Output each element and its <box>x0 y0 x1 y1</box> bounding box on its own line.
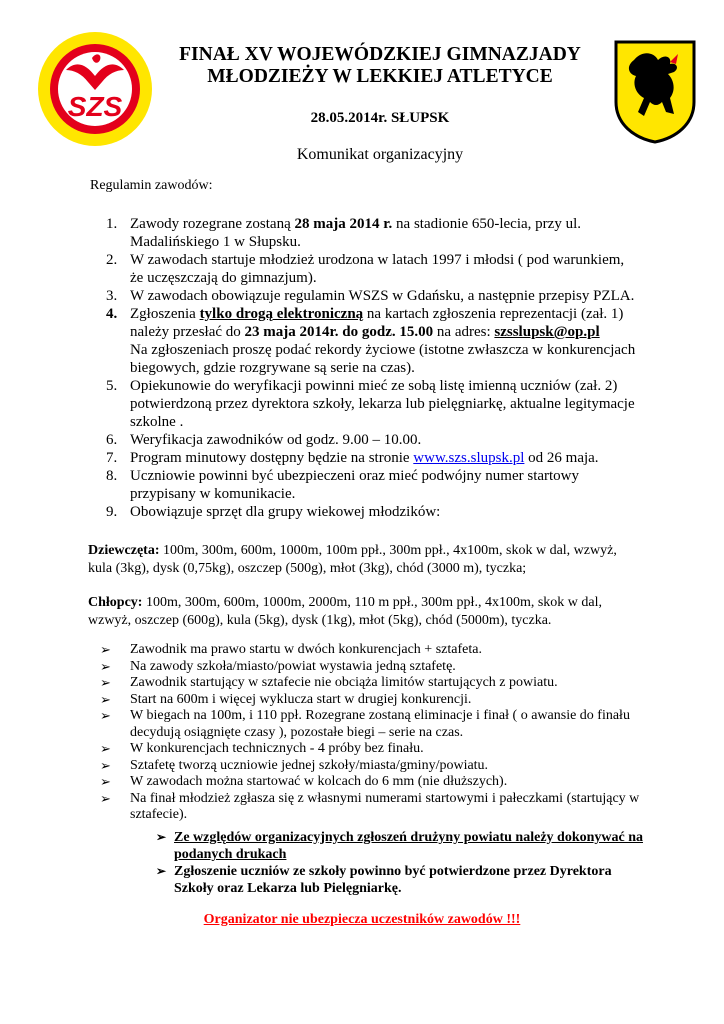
note-item: ➢ Na zawody szkoła/miasto/powiat wystawia jedną sztafetę. <box>100 658 456 674</box>
note-item: ➢ Sztafetę tworzą uczniowie jednej szkoły/miasta/gminy/powiatu. <box>100 757 489 773</box>
date-place: 28.05.2014r. SŁUPSK <box>310 110 450 126</box>
rule-2: 2. W zawodach startuje młodzież urodzona w latach 1997 i młodsi ( pod warunkiem, że uczęszczają do gimnazjum). <box>106 252 625 286</box>
arrow-bullet-icon: ➢ <box>156 864 167 878</box>
rule-7: 7. Program minutowy dostępny będzie na stronie www.szs.slupsk.pl od 26 maja. <box>106 450 599 466</box>
rule-5: 5. Opiekunowie do weryfikacji powinni mieć ze sobą listę imienną uczniów (zał. 2) potwierdzoną przez dyrektora szkoły, lekarza lub pielęgniarkę, aktualne legitymacje szkolne . <box>106 378 635 430</box>
note-item: ➢ Start na 600m i więcej wyklucza start w drugiej konkurencji. <box>100 691 472 707</box>
note-item: ➢ W zawodach można startować w kolcach do 6 mm (nie dłuższych). <box>100 774 508 789</box>
logo-text: SZS <box>67 91 123 122</box>
bold-note-item: ➢ Zgłoszenie uczniów ze szkoły powinno być potwierdzone przez Dyrektora Szkoły oraz Lekarza lub Pielęgniarkę. <box>156 864 612 896</box>
arrow-bullet-icon: ➢ <box>100 658 111 674</box>
arrow-bullet-icon: ➢ <box>100 757 111 773</box>
boys-events: Chłopcy: 100m, 300m, 600m, 1000m, 2000m, 110 m ppł., 300m ppł., 4x100m, skok w dal, wzwyż, oszczep (600g), kula (5kg), dysk (1kg), młot (5kg), chód (5000m), tyczka. <box>88 595 602 628</box>
website-link[interactable]: www.szs.slupsk.pl <box>413 450 525 466</box>
rule-9: 9. Obowiązuje sprzęt dla grupy wiekowej młodzików: <box>106 504 441 520</box>
document-subtitle: Komunikat organizacyjny <box>296 146 464 163</box>
bold-notes-list <box>156 829 676 897</box>
note-item: ➢ W konkurencjach technicznych - 4 próby bez finału. <box>100 741 424 756</box>
szs-logo-icon <box>36 30 154 148</box>
arrow-bullet-icon: ➢ <box>100 642 111 657</box>
notes-list <box>100 642 675 824</box>
arrow-bullet-icon: ➢ <box>100 774 111 789</box>
note-item: ➢ Zawodnik startujący w sztafecie nie obciąża limitów startujących z powiatu. <box>100 675 558 690</box>
regulamin-label: Regulamin zawodów: <box>90 178 213 193</box>
arrow-bullet-icon: ➢ <box>156 830 167 844</box>
rule-8: 8. Uczniowie powinni być ubezpieczeni oraz mieć podwójny numer startowy przypisany w komunikacie. <box>106 468 580 502</box>
rule-6: 6. Weryfikacja zawodników od godz. 9.00 – 10.00. <box>106 432 422 448</box>
pomeranian-griffin-crest-icon <box>614 40 696 144</box>
note-item: ➢ Na finał młodzież zgłasza się z własnymi numerami startowymi i pałeczkami (startujący w sztafecie). <box>100 790 640 822</box>
bold-note-item: ➢ Ze względów organizacyjnych zgłoszeń drużyny powiatu należy dokonywać na podanych drukach <box>156 830 643 862</box>
document-title <box>150 44 610 88</box>
rule-3: 3. W zawodach obowiązuje regulamin WSZS w Gdańsku, a następnie przepisy PZLA. <box>106 288 635 304</box>
note-item: ➢ W biegach na 100m, i 110 ppł. Rozegrane zostaną eliminacje i finał ( o awansie do finału decydują osiągnięte czasy ), pozostałe biegi – serie na czas. <box>100 708 630 740</box>
email-link[interactable]: szsslupsk@op.pl <box>494 324 600 340</box>
girls-events: Dziewczęta: 100m, 300m, 600m, 1000m, 100m ppł., 300m ppł., 4x100m, skok w dal, wzwyż, kula (3kg), dysk (0,75kg), oszczep (500g), młot (3kg), chód (3000 m), tyczka; <box>88 543 617 576</box>
arrow-bullet-icon: ➢ <box>100 790 111 806</box>
title-line-2: MŁODZIEŻY W LEKKIEJ ATLETYCE <box>207 66 553 87</box>
rules-list <box>88 215 688 521</box>
rule-1: 1. Zawody rozegrane zostaną 28 maja 2014 r. na stadionie 650-lecia, przy ul. Madalińskiego 1 w Słupsku. <box>106 216 581 250</box>
arrow-bullet-icon: ➢ <box>100 675 111 690</box>
arrow-bullet-icon: ➢ <box>100 708 111 723</box>
arrow-bullet-icon: ➢ <box>100 691 111 707</box>
rule-4: 4. Zgłoszenia tylko drogą elektroniczną na kartach zgłoszenia reprezentacji (zał. 1) należy przesłać do 23 maja 2014r. do godz. 15.00 na adres: szsslupsk@op.pl Na zgłoszeniach proszę podać rekordy życiowe (istotne zwłaszcza w konkurencjach biegowych, gdzie rozgrywane są serie na czas). <box>106 306 636 376</box>
title-line-1: FINAŁ XV WOJEWÓDZKIEJ GIMNAZJADY <box>179 44 581 65</box>
footer-warning: Organizator nie ubezpiecza uczestników zawodów !!! <box>203 912 521 927</box>
note-item: ➢ Zawodnik ma prawo startu w dwóch konkurencjach + sztafeta. <box>100 642 482 657</box>
arrow-bullet-icon: ➢ <box>100 741 111 756</box>
